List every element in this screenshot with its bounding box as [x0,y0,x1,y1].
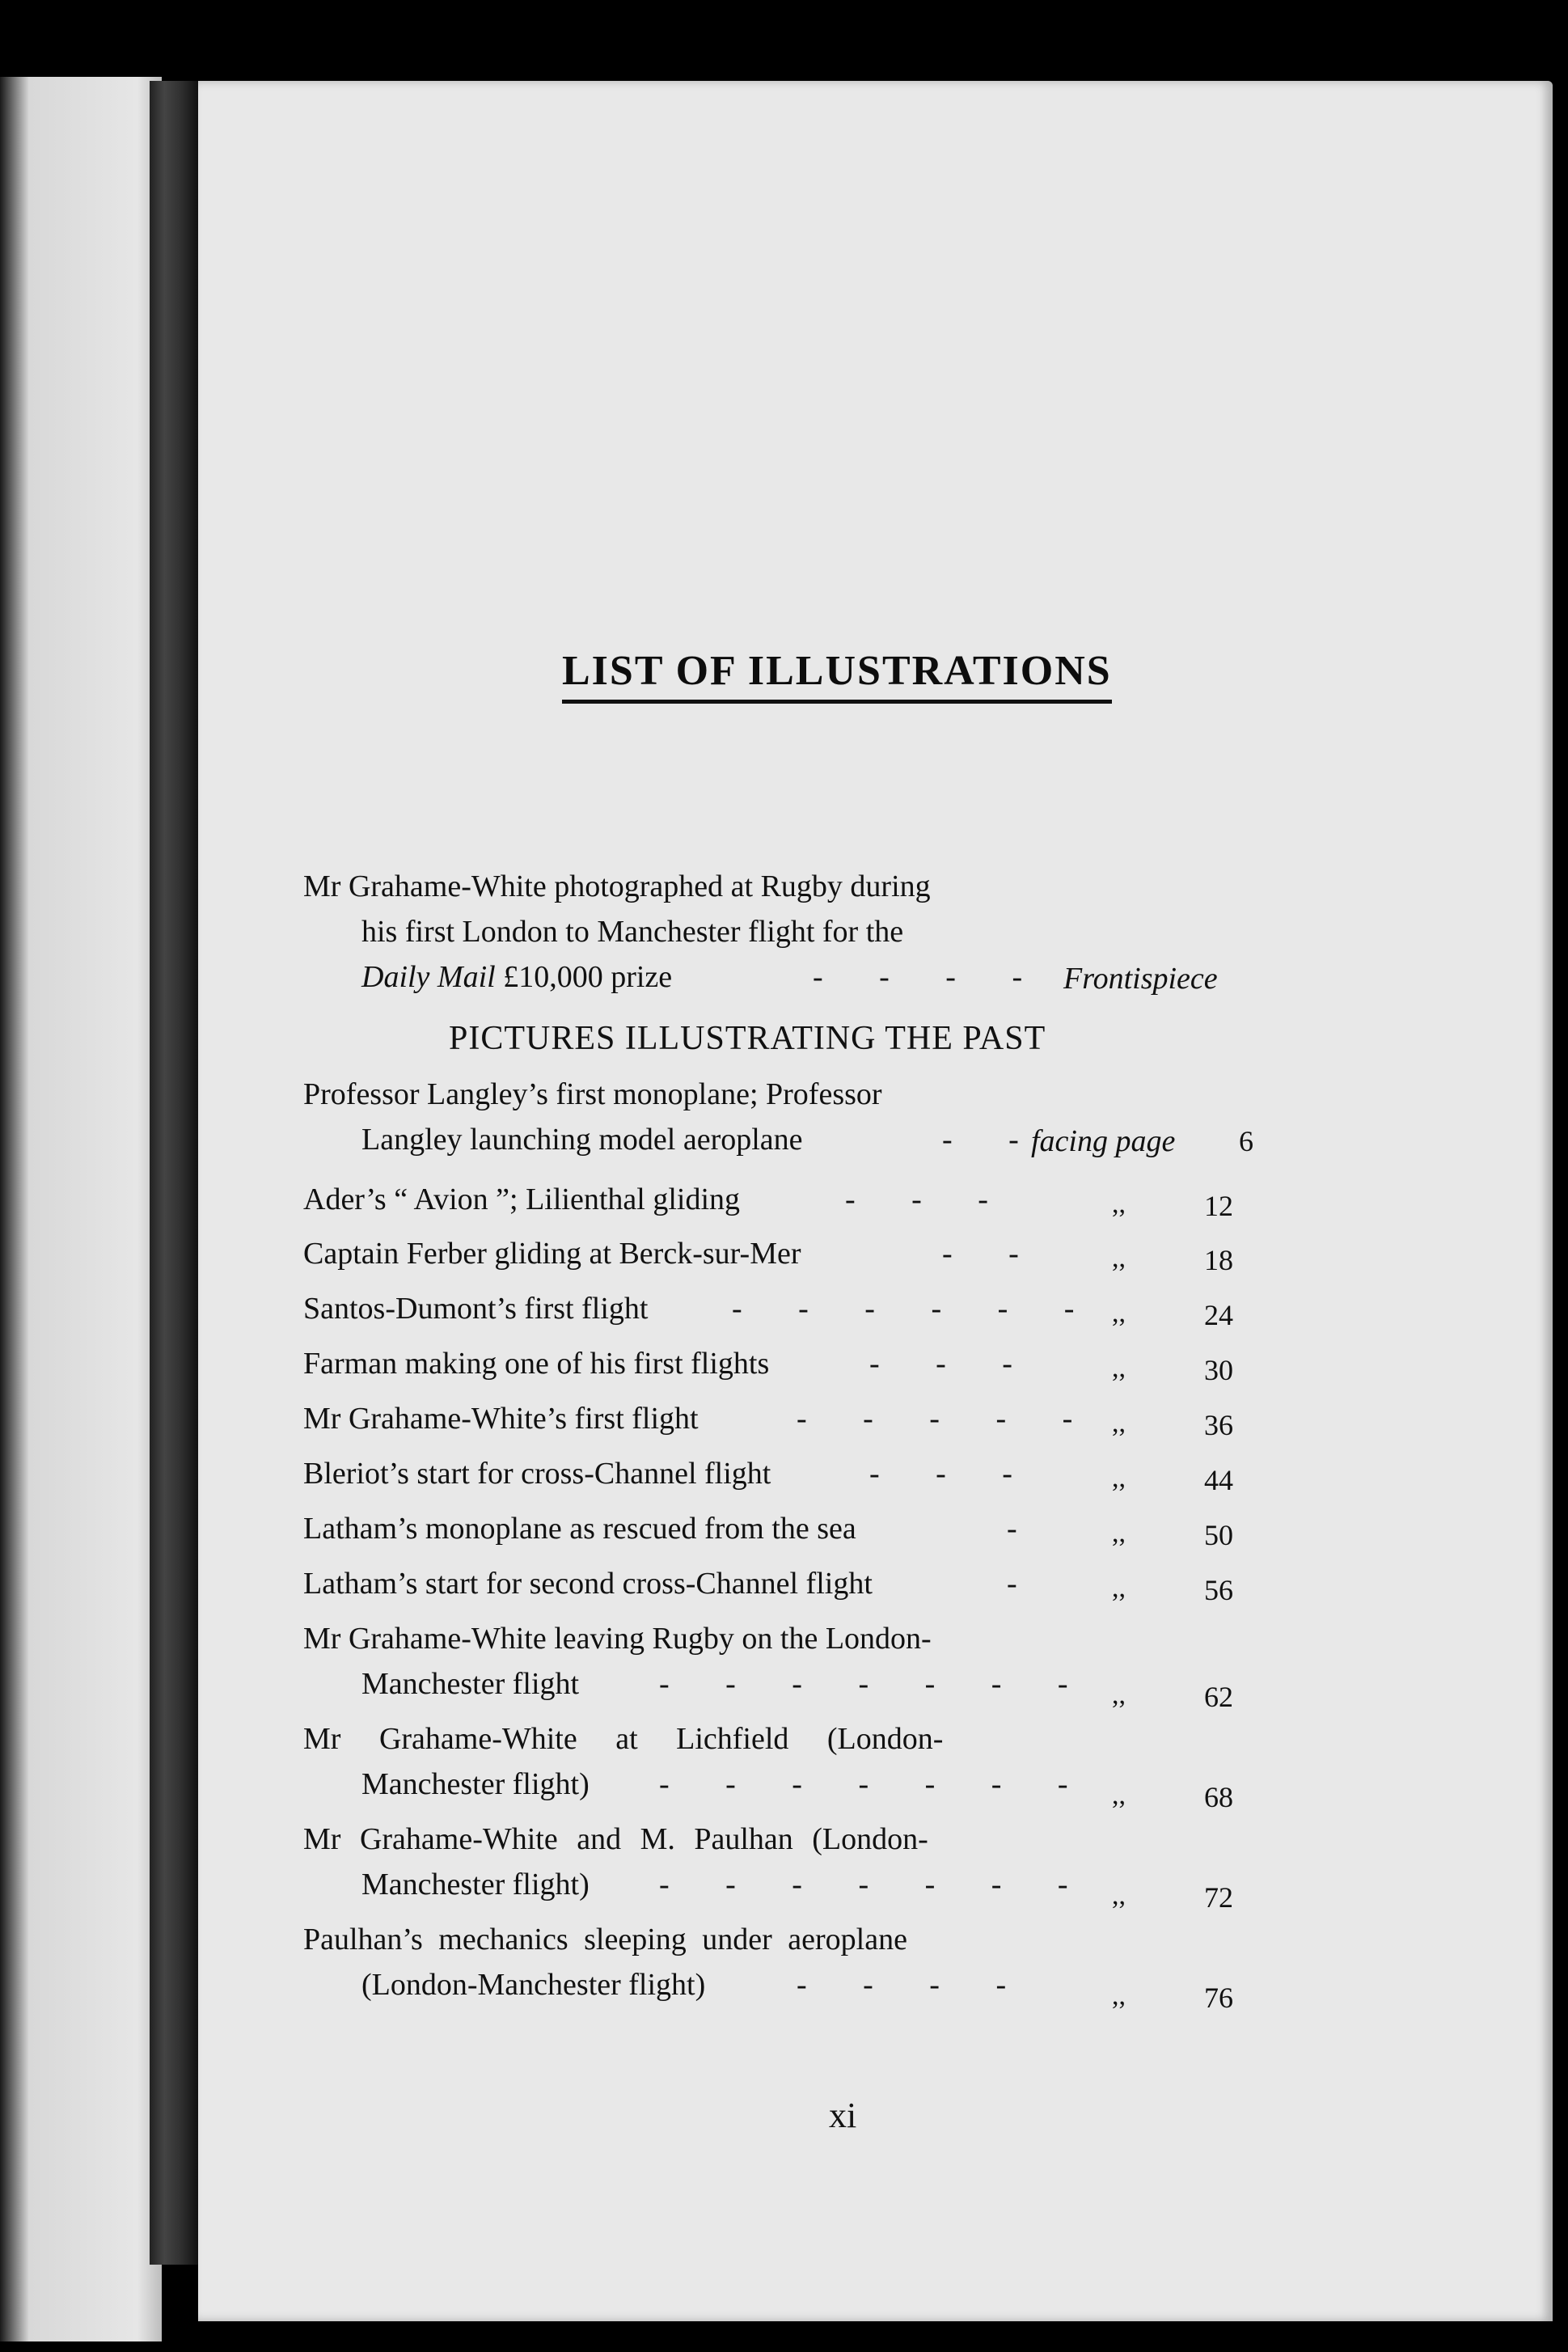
frontispiece-entry [303,864,1346,1000]
entry-line: Manchester flight [361,1667,580,1701]
list-item [303,1072,1346,1162]
entry-line: Latham’s start for second cross-Channel flight [303,1567,873,1601]
list-item [303,1286,1346,1331]
ditto-mark: ,, [1112,1780,1126,1810]
list-item [303,1616,1346,1713]
page-number: 36 [1204,1409,1233,1441]
entry-line: Professor Langley’s first monoplane; Professor [303,1077,882,1111]
list-item [303,1451,1346,1496]
entry-line: Latham’s monoplane as rescued from the sea [303,1512,856,1546]
page-number: 72 [1204,1881,1233,1914]
page-folio: xi [829,2096,857,2135]
dot-leader: - - - - [813,960,1047,994]
ditto-mark: ,, [1112,1680,1126,1710]
entry-line: Farman making one of his first flights [303,1347,770,1381]
facing-page-edge [0,77,162,2341]
dot-leader: - [1007,1567,1042,1601]
dot-leader: - [1007,1512,1042,1546]
section-heading: PICTURES ILLUSTRATING THE PAST [449,1020,1046,1057]
list-item [303,1817,1346,1914]
ditto-mark: ,, [1112,1981,1126,2011]
entry-line: Manchester flight) [361,1868,590,1901]
book-page [198,81,1553,2321]
page-number: 6 [1239,1125,1253,1157]
list-item [303,1396,1346,1441]
page-number: 50 [1204,1519,1233,1551]
dot-leader: - - [942,1237,1043,1271]
entry-line: Ader’s “ Avion ”; Lilienthal gliding [303,1182,740,1216]
ditto-mark: ,, [1112,1463,1126,1493]
entry-line: Paulhan’s mechanics sleeping under aeroplane [303,1923,907,1956]
entry-line: Langley launching model aeroplane [361,1123,803,1157]
page-number: 56 [1204,1574,1233,1606]
ditto-mark: ,, [1112,1880,1126,1910]
entry-line: (London-Manchester flight) [361,1968,706,2002]
prize-text: £10,000 prize [503,960,673,994]
page-number: 44 [1204,1464,1233,1496]
ditto-mark: ,, [1112,1298,1126,1328]
ditto-mark: ,, [1112,1518,1126,1548]
dot-leader: - - [942,1123,1043,1157]
page-number: 18 [1204,1244,1233,1276]
newspaper-name: Daily Mail [361,960,496,994]
dot-leader: - - - [869,1347,1037,1381]
dot-leader: - - - - [797,1968,1031,2002]
entry-line: Mr Grahame-White and M. Paulhan (London- [303,1822,928,1856]
dot-leader: - - - - - - - [659,1767,1093,1801]
entry-line: Mr Grahame-White at Lichfield (London- [303,1722,944,1756]
dot-leader: - - - - - [797,1402,1097,1436]
list-item [303,1177,1346,1222]
dot-leader: - - - - - - [732,1292,1099,1326]
page-number: 62 [1204,1681,1233,1713]
list-item [303,1506,1346,1551]
entry-line: Captain Ferber gliding at Berck-sur-Mer [303,1237,801,1271]
ditto-mark: ,, [1112,1243,1126,1273]
ditto-mark: ,, [1112,1189,1126,1219]
page-number: 24 [1204,1299,1233,1331]
ditto-mark: ,, [1112,1573,1126,1603]
list-item [303,1716,1346,1813]
book-spine [150,81,198,2265]
page-title: LIST OF ILLUSTRATIONS [562,647,1112,704]
ditto-mark: ,, [1112,1408,1126,1438]
entry-line: his first London to Manchester flight for the [361,915,904,949]
list-item [303,1917,1346,2014]
dot-leader: - - - [845,1182,1012,1216]
frontispiece-label: Frontispiece [1063,962,1218,996]
ditto-mark: ,, [1112,1353,1126,1383]
entry-line: Bleriot’s start for cross-Channel flight [303,1457,771,1491]
entry-line: Mr Grahame-White photographed at Rugby during [303,869,931,903]
entry-line: Mr Grahame-White’s first flight [303,1402,699,1436]
dot-leader: - - - - - - - [659,1868,1093,1901]
page-number: 30 [1204,1354,1233,1386]
page-number: 12 [1204,1190,1233,1222]
page-number: 68 [1204,1781,1233,1813]
entry-line: Mr Grahame-White leaving Rugby on the London- [303,1622,932,1656]
list-item [303,1231,1346,1276]
entry-line: Manchester flight) [361,1767,590,1801]
dot-leader: - - - - - - - [659,1667,1093,1701]
dot-leader: - - - [869,1457,1037,1491]
entry-line: Santos-Dumont’s first flight [303,1292,649,1326]
list-item [303,1561,1346,1606]
list-item [303,1341,1346,1386]
facing-page-label: facing page [1031,1124,1176,1158]
page-number: 76 [1204,1982,1233,2014]
